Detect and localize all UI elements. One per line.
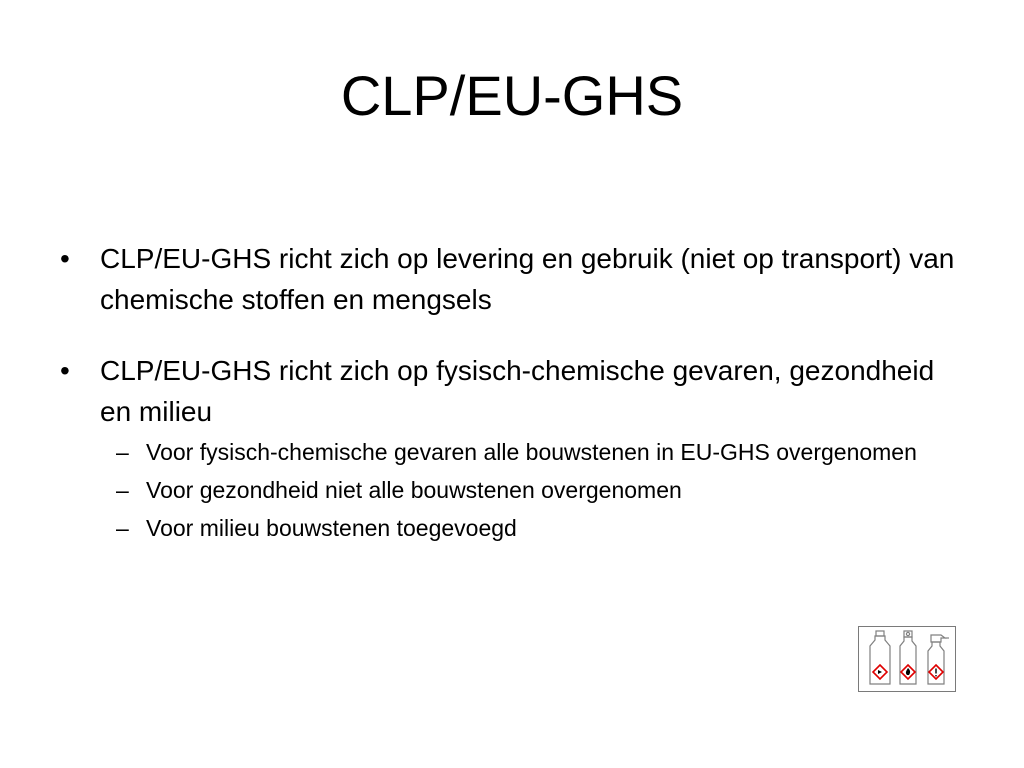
sub-bullet-item	[58, 474, 926, 507]
sub-bullet-marker: –	[116, 477, 129, 503]
bullet-list	[58, 238, 958, 550]
bullet-text: CLP/EU-GHS richt zich op levering en gebruik (niet op transport) van chemische stoffen en mengsels	[100, 243, 955, 315]
sub-bullet-text: Voor fysisch-chemische gevaren alle bouwstenen in EU-GHS overgenomen	[146, 439, 917, 465]
sub-bullet-text: Voor milieu bouwstenen toegevoegd	[146, 515, 517, 541]
sub-bullet-marker: –	[116, 439, 129, 465]
bullet-marker: •	[60, 355, 70, 386]
bullet-item	[58, 350, 958, 432]
bullet-marker: •	[60, 243, 70, 274]
sub-bullet-list	[58, 436, 958, 545]
hazard-labelled-bottles-icon	[858, 626, 956, 692]
sub-bullet-marker: –	[116, 515, 129, 541]
sub-bullet-item	[58, 436, 926, 469]
bullet-item	[58, 238, 958, 320]
sub-bullet-item	[58, 512, 926, 545]
slide-title: CLP/EU-GHS	[340, 64, 684, 127]
sub-bullet-text: Voor gezondheid niet alle bouwstenen overgenomen	[146, 477, 682, 503]
bullet-text: CLP/EU-GHS richt zich op fysisch-chemische gevaren, gezondheid en milieu	[100, 355, 935, 427]
